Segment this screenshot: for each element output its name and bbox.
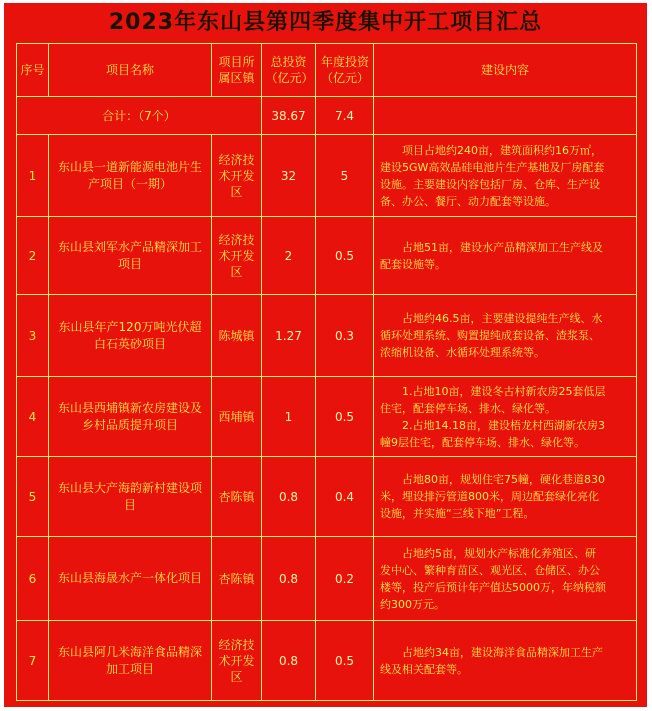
content-line: 浓缩机设备、水循环处理系统等。	[380, 346, 545, 359]
row-total-investment: 0.8	[262, 621, 316, 701]
row-town: 经济技术开发区	[212, 135, 262, 217]
content-line: 楼等，投产后预计年产值达5000万，年纳税额	[380, 580, 606, 594]
content-line: 循环处理系统、购置提纯成套设备、渣浆泵、	[380, 329, 600, 342]
summary-sheet	[4, 3, 647, 707]
row-project-name: 东山县海晟水产一体化项目	[49, 537, 212, 621]
header-town: 项目所属区镇	[212, 44, 262, 97]
content-line: 设施，并实施“三线下地”工程。	[380, 507, 535, 520]
row-seq: 2	[17, 217, 49, 295]
table-row	[17, 537, 637, 621]
row-total-investment: 32	[262, 135, 316, 217]
table-row	[17, 217, 637, 295]
content-line: 占地约5亩，规划水产标准化养殖区、研	[380, 546, 596, 560]
row-town: 杏陈镇	[212, 457, 262, 537]
row-total-investment: 0.8	[262, 537, 316, 621]
header-total: 总投资（亿元）	[262, 44, 316, 97]
table-row	[17, 457, 637, 537]
row-annual-investment: 0.4	[316, 457, 374, 537]
row-total-investment: 0.8	[262, 457, 316, 537]
content-line: 建设5GW高效晶硅电池片生产基地及厂房配套	[380, 160, 605, 174]
row-town: 杏陈镇	[212, 537, 262, 621]
header-seq: 序号	[17, 44, 49, 97]
row-annual-investment: 0.5	[316, 621, 374, 701]
content-line: 配套设施等。	[380, 257, 446, 271]
row-town: 陈城镇	[212, 295, 262, 377]
content-line: 设施。主要建设内容包括厂房、仓库、生产设	[380, 177, 600, 191]
table-row	[17, 621, 637, 701]
total-annual: 7.4	[316, 97, 374, 135]
row-town: 西埔镇	[212, 377, 262, 457]
row-seq: 5	[17, 457, 49, 537]
row-project-name: 东山县大产海韵新村建设项目	[49, 457, 212, 537]
row-content	[374, 217, 637, 295]
row-content	[374, 457, 637, 537]
row-project-name: 东山县年产120万吨光伏超白石英砂项目	[49, 295, 212, 377]
content-line: 占地约34亩，建设海洋食品精深加工生产	[380, 645, 603, 659]
row-annual-investment: 5	[316, 135, 374, 217]
header-name: 项目名称	[49, 44, 212, 97]
row-content	[374, 537, 637, 621]
content-line: 约300万元。	[380, 597, 445, 611]
row-seq: 6	[17, 537, 49, 621]
row-seq: 7	[17, 621, 49, 701]
row-seq: 1	[17, 135, 49, 217]
row-seq: 4	[17, 377, 49, 457]
content-line: 备、办公、餐厅、动力配套等设施。	[380, 194, 556, 208]
row-project-name: 东山县一道新能源电池片生产项目（一期）	[49, 135, 212, 217]
table-row	[17, 295, 637, 377]
content-line: 发中心、繁种育苗区、观光区、仓储区、办公	[380, 563, 600, 577]
row-content	[374, 135, 637, 217]
project-rows	[17, 135, 637, 701]
row-annual-investment: 0.2	[316, 537, 374, 621]
header-content: 建设内容	[374, 44, 637, 97]
row-total-investment: 2	[262, 217, 316, 295]
table-row	[17, 377, 637, 457]
row-seq: 3	[17, 295, 49, 377]
row-town: 经济技术开发区	[212, 621, 262, 701]
content-line: 住宅，配套停车场、排水、绿化等。	[380, 401, 556, 415]
row-annual-investment: 0.5	[316, 377, 374, 457]
project-table	[16, 43, 637, 701]
content-line: 米，埋设排污管道800米，周边配套绿化亮化	[380, 490, 599, 503]
row-content	[374, 295, 637, 377]
total-investment: 38.67	[262, 97, 316, 135]
content-line: 幢9层住宅，配套停车场、排水、绿化等。	[380, 435, 585, 449]
row-content	[374, 621, 637, 701]
total-label: 合计：（7个）	[17, 97, 262, 135]
row-town: 经济技术开发区	[212, 217, 262, 295]
row-annual-investment: 0.3	[316, 295, 374, 377]
row-project-name: 东山县阿几米海洋食品精深加工项目	[49, 621, 212, 701]
content-line: 线及相关配套等。	[380, 662, 468, 676]
table-row	[17, 135, 637, 217]
content-line: 占地约46.5亩，主要建设提纯生产线、水	[380, 312, 603, 325]
total-content-empty	[374, 97, 637, 135]
row-total-investment: 1	[262, 377, 316, 457]
content-line: 占地80亩，规划住宅75幢，硬化巷道830	[380, 473, 605, 486]
row-content	[374, 377, 637, 457]
total-row	[17, 97, 637, 135]
header-annual: 年度投资（亿元）	[316, 44, 374, 97]
row-project-name: 东山县刘军水产品精深加工项目	[49, 217, 212, 295]
content-line: 项目占地约240亩，建筑面积约16万㎡，	[380, 143, 602, 157]
row-total-investment: 1.27	[262, 295, 316, 377]
row-annual-investment: 0.5	[316, 217, 374, 295]
content-line: 占地51亩，建设水产品精深加工生产线及	[380, 240, 603, 254]
row-project-name: 东山县西埔镇新农房建设及乡村品质提升项目	[49, 377, 212, 457]
page-title: 2023年东山县第四季度集中开工项目汇总	[108, 10, 543, 35]
content-line: 1.占地10亩，建设冬古村新农房25套低层	[380, 384, 606, 398]
header-row	[17, 44, 637, 97]
content-line: 2.占地14.18亩，建设梧龙村西湖新农房3	[380, 418, 605, 432]
